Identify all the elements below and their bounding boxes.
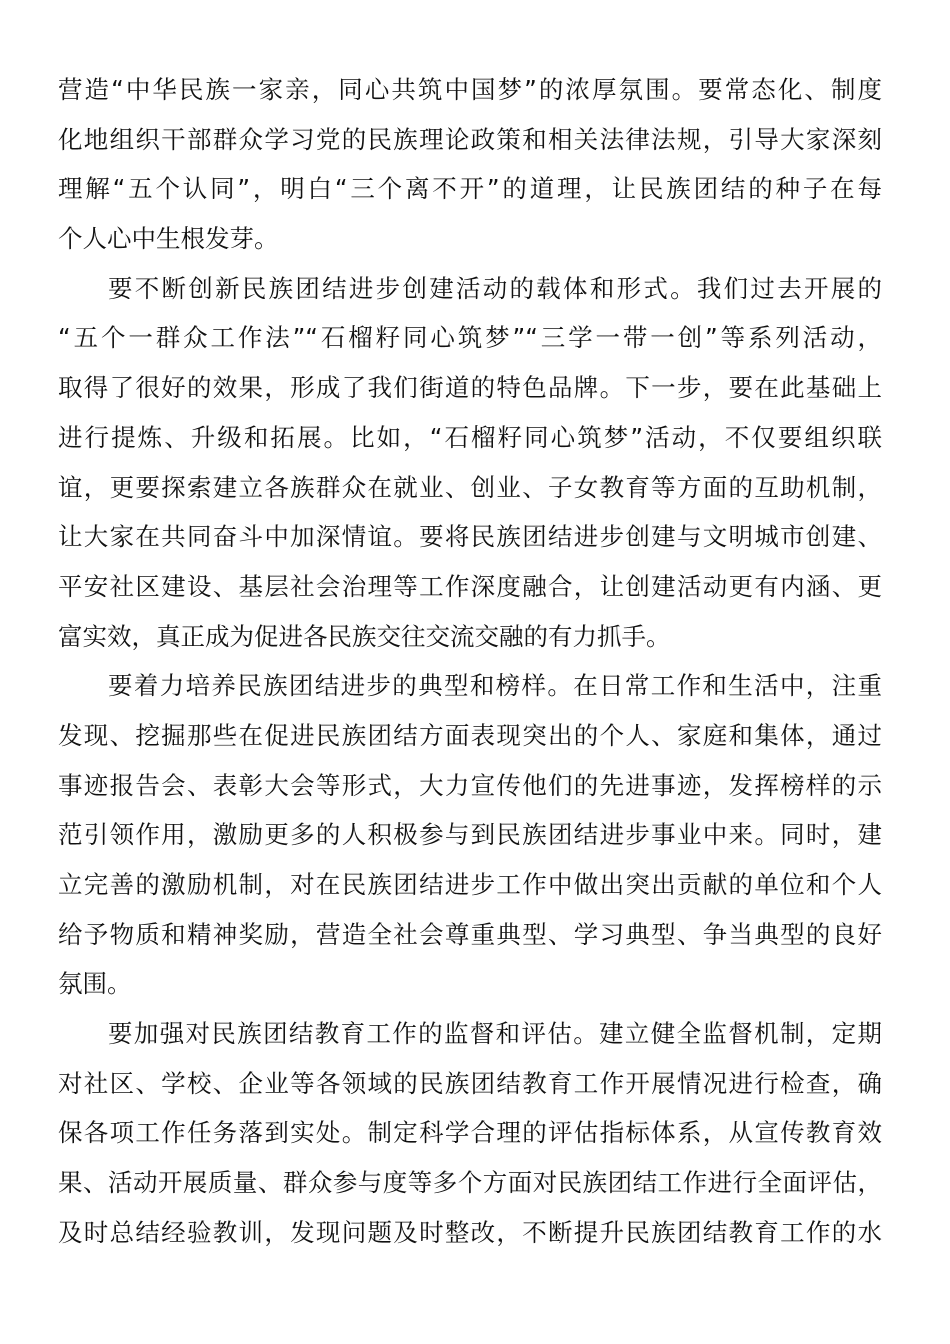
text-line: 发现、挖掘那些在促进民族团结方面表现突出的个人、家庭和集体，通过 — [58, 720, 882, 750]
text-line: “五个一群众工作法”“石榴籽同心筑梦”“三学一带一创”等系列活动， — [58, 323, 882, 353]
paragraph — [58, 1016, 882, 1264]
text-line: 谊，更要探索建立各族群众在就业、创业、子女教育等方面的互助机制， — [58, 472, 882, 502]
text-line: 给予物质和精神奖励，营造全社会尊重典型、学习典型、争当典型的良好 — [58, 919, 882, 949]
text-line: 事迹报告会、表彰大会等形式，大力宣传他们的先进事迹，发挥榜样的示 — [58, 770, 882, 800]
text-line: 要不断创新民族团结进步创建活动的载体和形式。我们过去开展的 — [108, 273, 882, 303]
text-line: 让大家在共同奋斗中加深情谊。要将民族团结进步创建与文明城市创建、 — [58, 522, 882, 552]
text-line: 及时总结经验教训，发现问题及时整改，不断提升民族团结教育工作的水 — [58, 1217, 882, 1247]
text-line: 氛围。 — [58, 969, 132, 999]
paragraph — [58, 271, 882, 669]
document-page — [58, 72, 882, 1265]
text-line: 平安社区建设、基层社会治理等工作深度融合，让创建活动更有内涵、更 — [58, 571, 882, 601]
text-line: 果、活动开展质量、群众参与度等多个方面对民族团结工作进行全面评估， — [58, 1168, 882, 1198]
paragraph — [58, 72, 882, 271]
text-line: 对社区、学校、企业等各领域的民族团结教育工作开展情况进行检查，确 — [58, 1068, 882, 1098]
text-line: 富实效，真正成为促进各民族交往交流交融的有力抓手。 — [58, 621, 671, 651]
text-line: 个人心中生根发芽。 — [58, 224, 279, 254]
text-line: 范引领作用，激励更多的人积极参与到民族团结进步事业中来。同时，建 — [58, 820, 882, 850]
text-line: 要着力培养民族团结进步的典型和榜样。在日常工作和生活中，注重 — [108, 671, 882, 701]
text-line: 保各项工作任务落到实处。制定科学合理的评估指标体系，从宣传教育效 — [58, 1118, 882, 1148]
text-line: 取得了很好的效果，形成了我们街道的特色品牌。下一步，要在此基础上 — [58, 373, 882, 403]
paragraph — [58, 668, 882, 1016]
text-line: 营造“中华民族一家亲，同心共筑中国梦”的浓厚氛围。要常态化、制度 — [58, 75, 882, 104]
text-line: 立完善的激励机制，对在民族团结进步工作中做出突出贡献的单位和个人 — [58, 870, 882, 899]
text-line: 要加强对民族团结教育工作的监督和评估。建立健全监督机制，定期 — [108, 1019, 882, 1049]
text-line: 化地组织干部群众学习党的民族理论政策和相关法律法规，引导大家深刻 — [58, 124, 882, 154]
text-line: 进行提炼、升级和拓展。比如，“石榴籽同心筑梦”活动，不仅要组织联 — [58, 422, 882, 452]
text-line: 理解“五个认同”，明白“三个离不开”的道理，让民族团结的种子在每 — [58, 174, 882, 204]
